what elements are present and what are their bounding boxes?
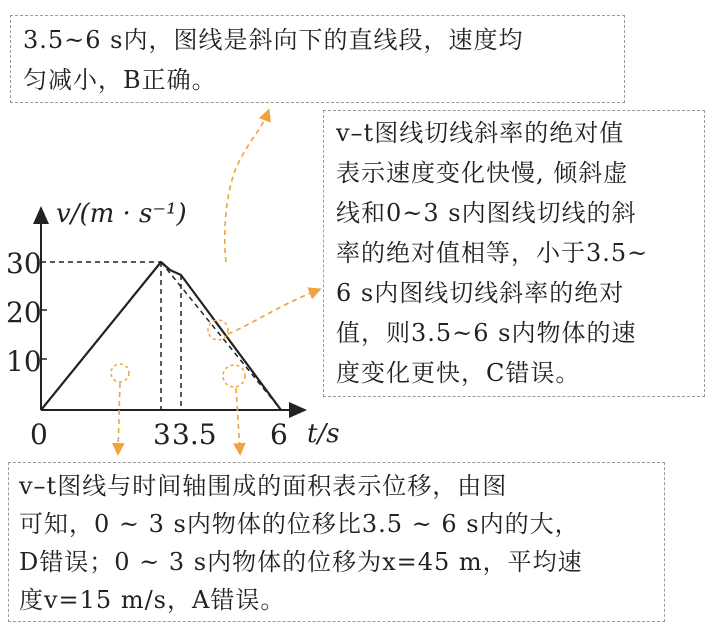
note-bottom-line-2: 可知，0 ~ 3 s内物体的位移比3.5 ~ 6 s内的大， [19, 510, 580, 538]
note-top-line-1: 3.5~6 s内，图线是斜向下的直线段，速度均 [23, 26, 524, 54]
note-bottom-line-4: 度v=15 m/s，A错误。 [19, 586, 286, 614]
y-tick-label-30: 30 [6, 247, 42, 280]
highlight-circle-area-left [111, 364, 129, 382]
note-right-line-5: 6 s内图线切线斜率的绝对 [336, 279, 625, 307]
note-right-line-3: 线和0~3 s内图线切线的斜 [336, 199, 637, 227]
note-right-line-6: 值，则3.5~6 s内物体的速 [336, 319, 637, 347]
y-tick-label-20: 20 [6, 296, 42, 329]
y-axis-label: v/(m · s⁻¹) [56, 199, 187, 229]
note-right-line-1: v–t图线切线斜率的绝对值 [336, 119, 625, 147]
x-tick-label-3-5: 3.5 [172, 418, 217, 451]
tangent-reference-line [161, 262, 281, 410]
x-axis-label: t/s [307, 419, 340, 449]
arrow-to-right-note [228, 290, 318, 334]
highlight-circle-area-right [223, 365, 245, 387]
note-decreasing-velocity [10, 15, 625, 103]
note-area-displacement [8, 462, 665, 622]
y-tick-label-10: 10 [6, 345, 42, 378]
highlight-circle-slope [208, 320, 228, 340]
note-right-line-4: 率的绝对值相等，小于3.5~ [336, 239, 649, 267]
note-bottom-line-3: D错误；0 ~ 3 s内物体的位移为x=45 m，平均速 [19, 548, 583, 576]
x-tick-label-6: 6 [270, 418, 288, 451]
note-right-line-2: 表示速度变化快慢, 倾斜虚 [336, 159, 629, 187]
x-tick-label-3: 3 [153, 418, 171, 451]
arrow-to-bottom-right [236, 388, 240, 452]
note-bottom-line-1: v–t图线与时间轴围成的面积表示位移，由图 [19, 472, 508, 500]
x-tick-label-0: 0 [30, 418, 48, 451]
arrow-to-top-note [225, 112, 268, 262]
note-slope-explanation [323, 110, 705, 397]
note-top-line-2: 匀减小，B正确。 [23, 66, 217, 94]
note-right-line-7: 度变化更快，C错误。 [336, 359, 581, 387]
arrow-to-bottom-left [118, 383, 120, 452]
